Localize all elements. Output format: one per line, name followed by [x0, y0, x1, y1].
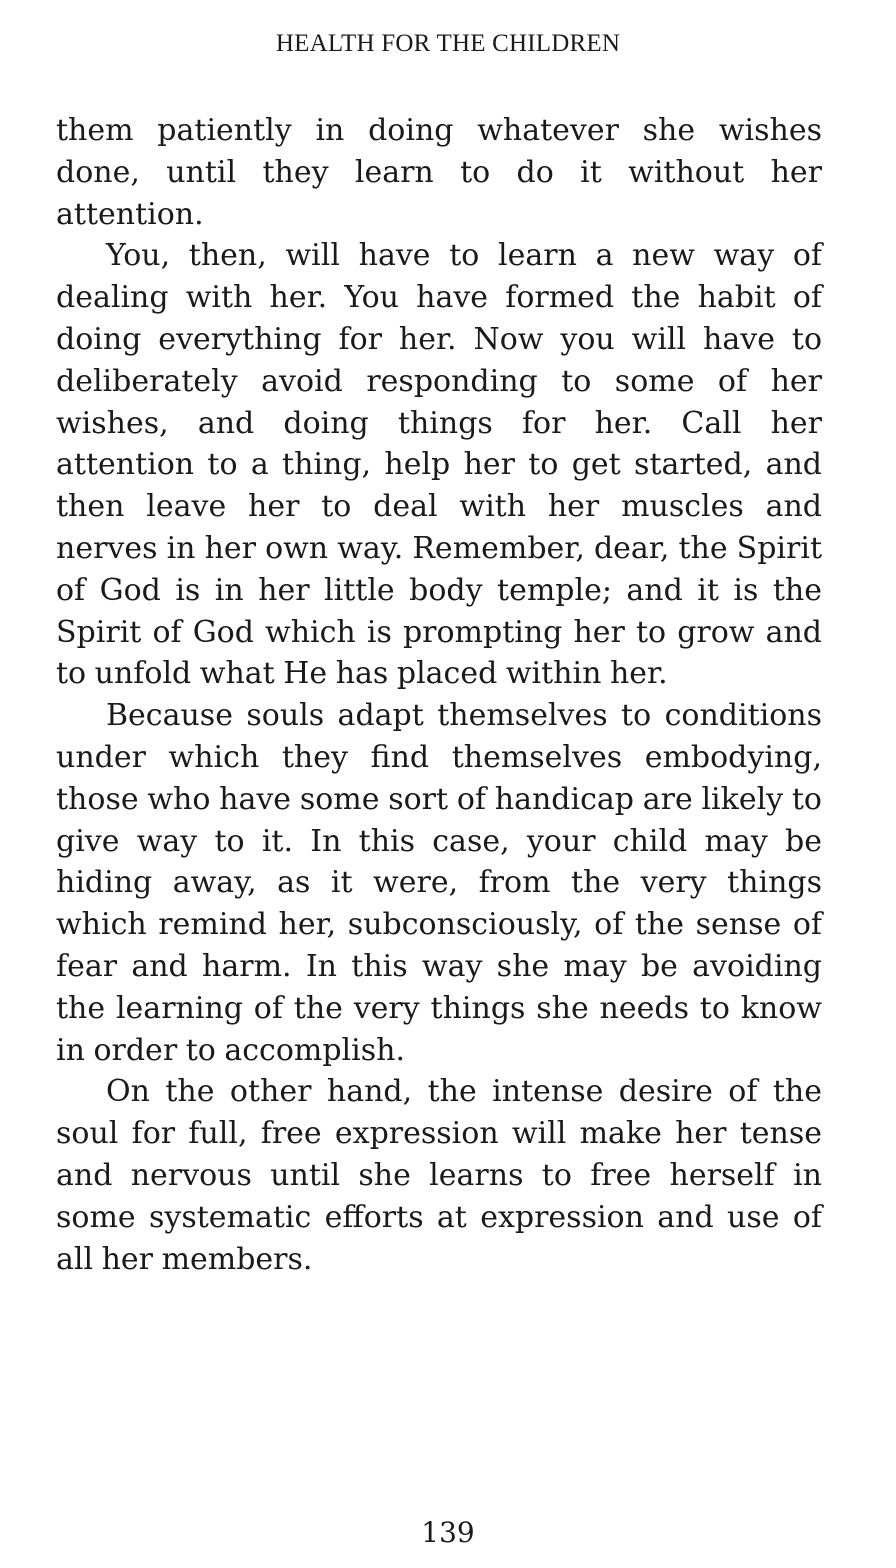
paragraph-continuation: them patiently in doing whatever she wishes done, until they learn to do it without her attention. [56, 113, 822, 232]
running-head: HEALTH FOR THE CHILDREN [275, 30, 621, 57]
page-number: 139 [421, 1516, 475, 1549]
paragraph: On the other hand, the intense desire of the soul for full, free expression will make her tense and nervous until she learns to free herself in some systematic efforts at expression and use of all her members. [56, 1074, 822, 1277]
paragraph: You, then, will have to learn a new way of dealing with her. You have formed the habit of doing everything for her. Now you will have to deliberately avoid responding to some of her wishes, and doing things for her. Call her attention to a thing, help her to get started, and then leave her to deal with her muscles and nerves in her own way. Remember, dear, the Spirit of God is in her little body temple; and it is the Spirit of God which is prompting her to grow and to unfold what He has placed within her. [56, 238, 822, 692]
body-text [56, 110, 822, 1280]
paragraph: Because souls adapt themselves to conditions under which they find themselves embodying, those who have some sort of handicap are likely to give way to it. In this case, your child may be hiding away, as it were, from the very things which remind her, subconsciously, of the sense of fear and harm. In this way she may be avoiding the learning of the very things she needs to know in order to accomplish. [56, 698, 822, 1068]
